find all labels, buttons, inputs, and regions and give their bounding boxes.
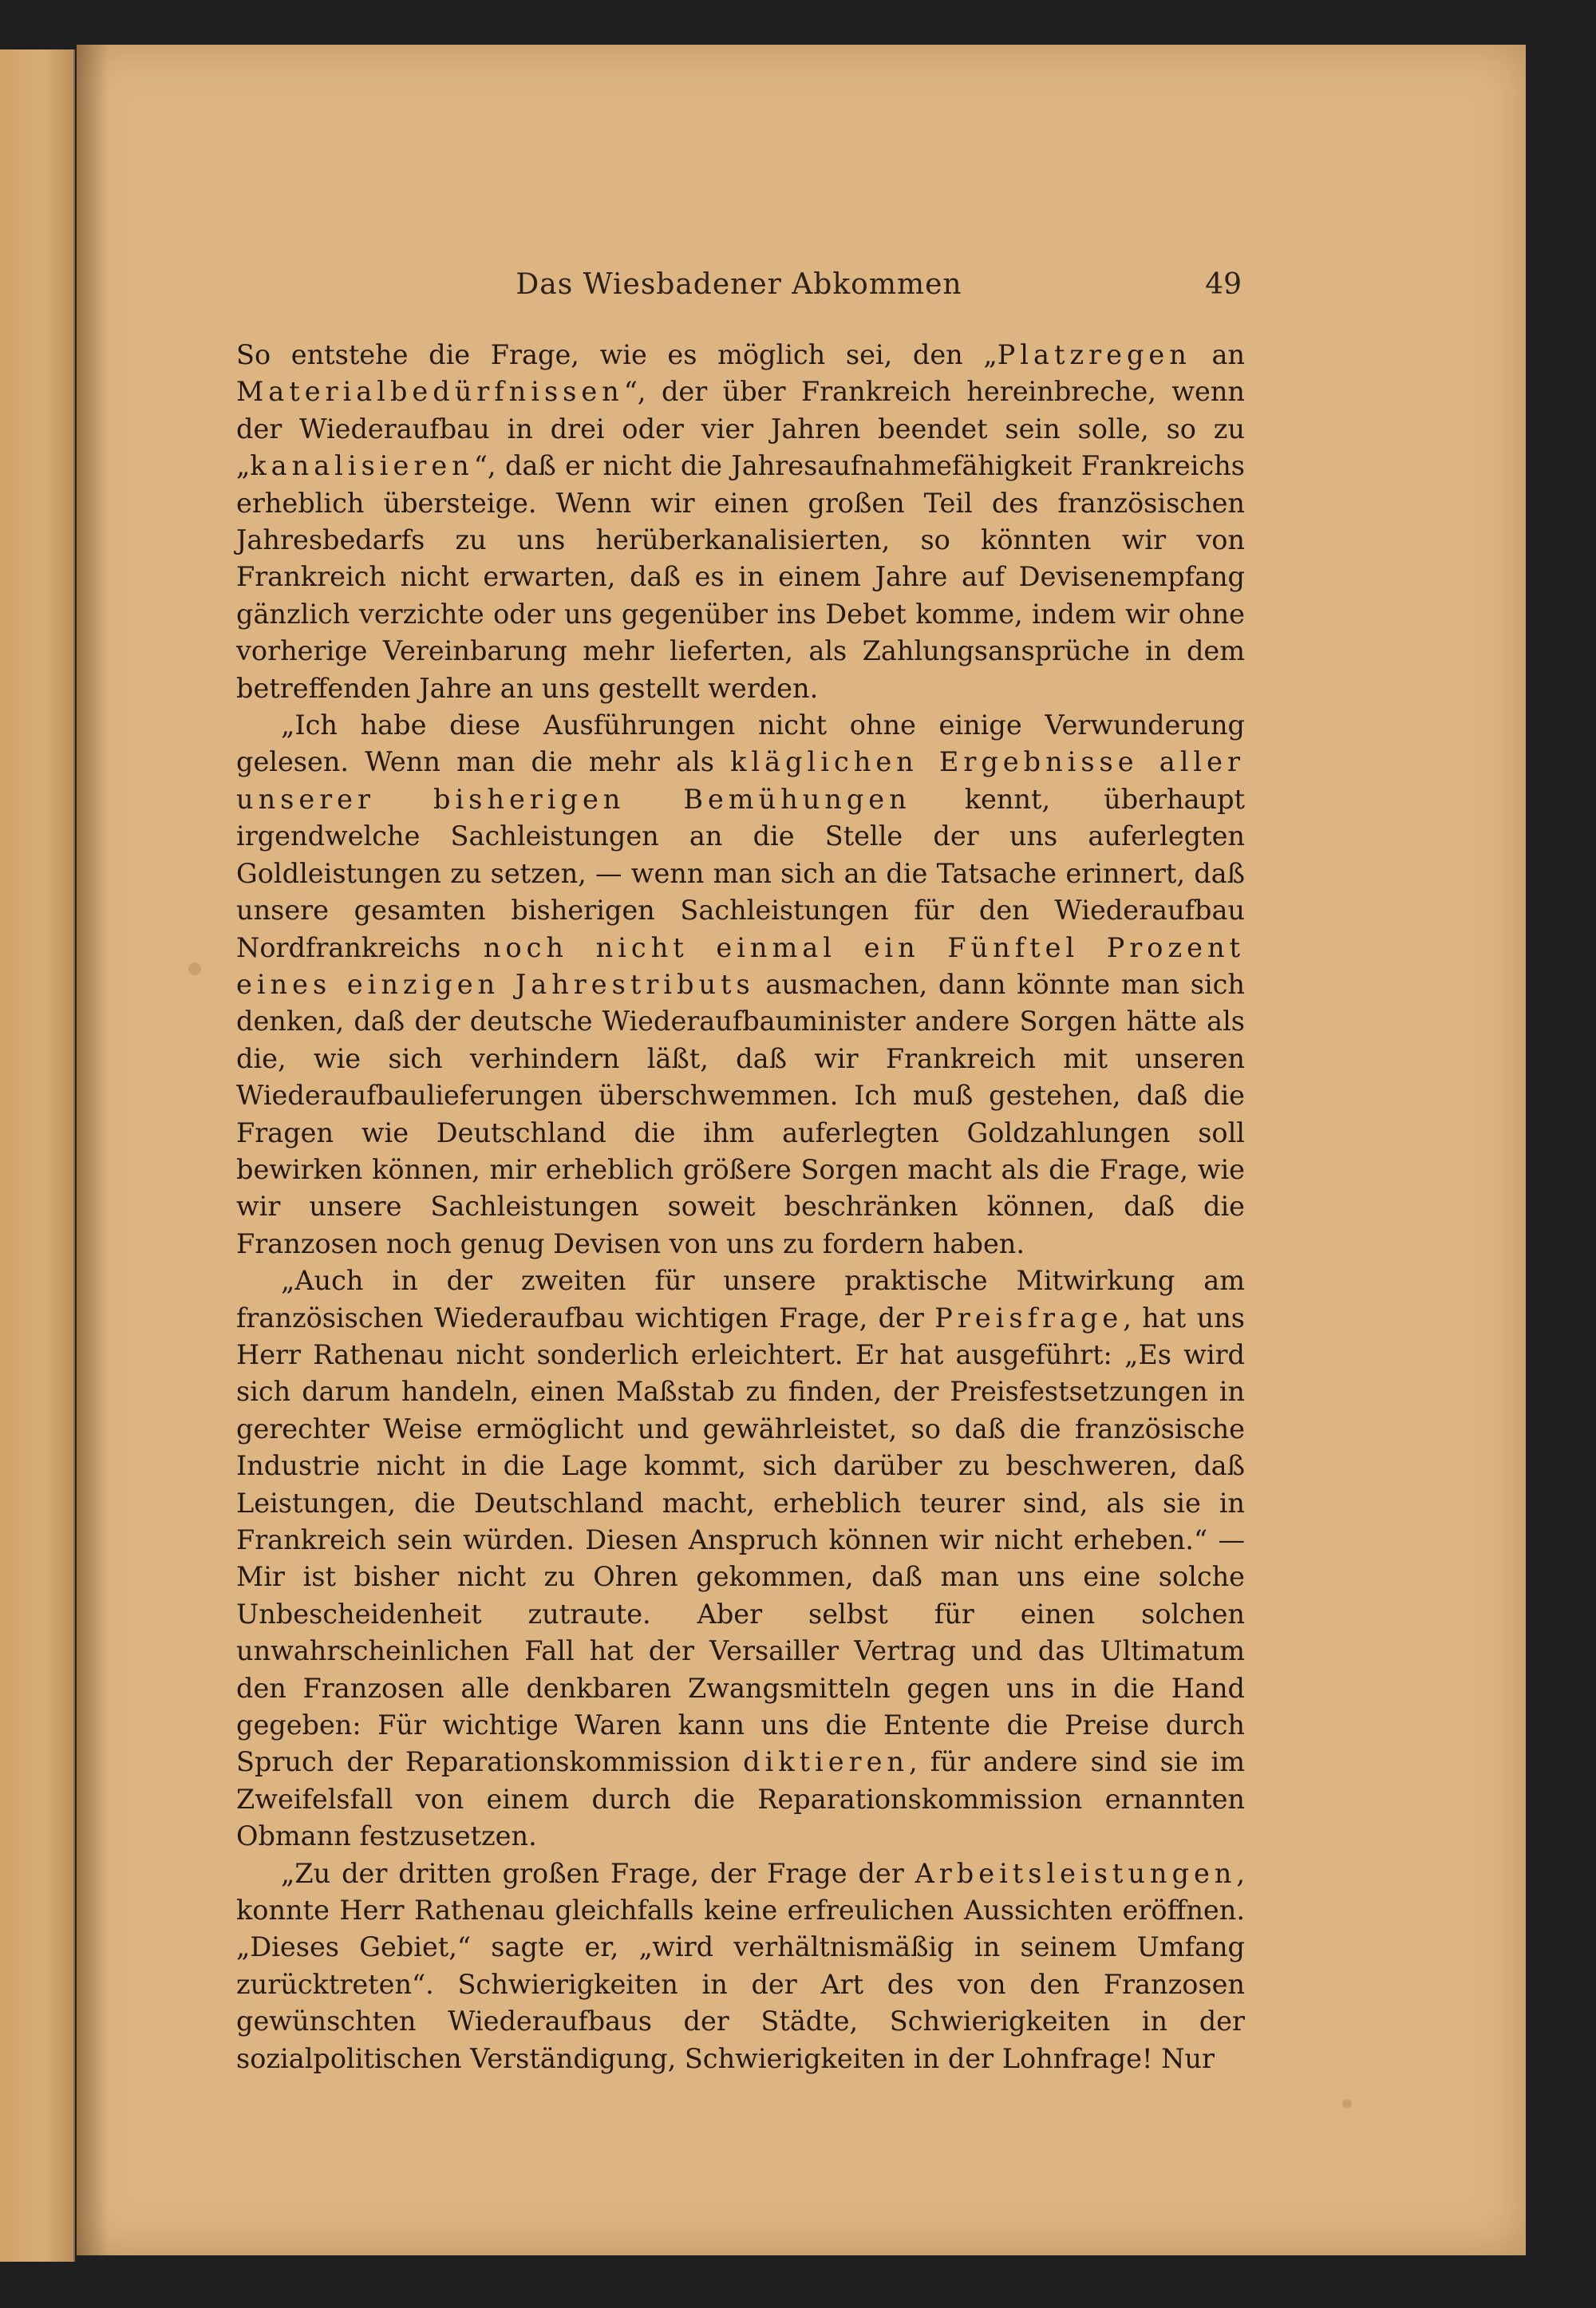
text-segment: „Ich habe diese Ausführungen nicht ohne einige Verwunderung gelesen. Wenn man die mehr als <box>236 709 1245 778</box>
paragraph <box>236 1263 1245 1855</box>
text-segment: , konnte Herr Rathenau gleichfalls keine erfreulichen Aussichten eröffnen. „Dieses Gebiet,“ sagte er, „wird verhältnismäßig in seinem Umfang zurücktreten“. Schwierigkeiten in der Art des von den Franzosen gewünschten Wiederaufbaus der Städte, Schwierigkeiten in der sozialpolitischen Verständigung, Schwierigkeiten in der Lohnfrage! Nur <box>236 1857 1245 2074</box>
paragraph <box>236 337 1245 707</box>
text-segment: an <box>1191 339 1245 370</box>
paper-stain <box>188 962 201 975</box>
text-segment: “, daß er nicht die Jahresaufnahmefähigkeit Frankreichs erheblich übersteige. Wenn wir einen großen Teil des französischen Jahresbedarfs zu uns herüberkanalisierten, so könnten wir von Frankreich nicht erwarten, daß es in einem Jahre auf Devisenempfang gänzlich verzichte oder uns gegenüber ins Debet komme, indem wir ohne vorherige Vereinbarung mehr lieferten, als Zahlungsansprüche in dem betreffenden Jahre an uns gestellt werden. <box>236 450 1245 704</box>
text-segment: “, der über Frankreich hereinbreche, wenn der Wiederaufbau in drei oder vier Jahren beendet sein solle, so zu „ <box>236 376 1245 482</box>
paper-stain <box>1342 2099 1352 2108</box>
emphasized-text: kanalisieren <box>250 450 474 482</box>
paragraph <box>236 707 1245 1263</box>
text-segment: , hat uns Herr Rathenau nicht sonderlich erleichtert. Er hat ausgeführt: „Es wird sich darum handeln, einen Maßstab zu finden, der Preisfestsetzungen in gerechter Weise ermöglicht und gewährleistet, so daß die französische Industrie nicht in die Lage kommt, sich darüber zu beschweren, daß Leistungen, die Deutschland macht, erheblich teurer sind, als sie in Frankreich sein würden. Diesen Anspruch können wir nicht erheben.“ — Mir ist bisher nicht zu Ohren gekommen, daß man uns eine solche Unbescheidenheit zutraute. Aber selbst für einen solchen unwahrscheinlichen Fall hat der Versailler Vertrag und das Ultimatum den Franzosen alle denkbaren Zwangsmitteln gegen uns in die Hand gegeben: Für wichtige Waren kann uns die Entente die Preise durch Spruch der Reparationskommission <box>236 1302 1245 1778</box>
page-number: 49 <box>1205 268 1242 301</box>
text-segment: „Zu der dritten großen Frage, der Frage der <box>281 1857 915 1889</box>
emphasized-text: noch nicht einmal ein Fünftel Prozent eines einzigen Jahrestributs <box>236 931 1245 1000</box>
text-segment: , für andere sind sie im Zweifelsfall von einem durch die Reparationskommission ernannten Obmann festzusetzen. <box>236 1746 1245 1852</box>
emphasized-text: Arbeitsleistungen <box>915 1857 1237 1889</box>
paragraph <box>236 1855 1245 2077</box>
running-head <box>236 263 1242 308</box>
running-title: Das Wiesbadener Abkommen <box>516 268 962 301</box>
page-gutter-shadow <box>77 45 109 2255</box>
emphasized-text: Preisfrage <box>934 1302 1124 1334</box>
emphasized-text: Materialbedürfnissen <box>236 376 624 408</box>
text-segment: ausmachen, dann könnte man sich denken, daß der deutsche Wiederaufbauminister andere Sorgen hätte als die, wie sich verhindern läßt, daß wir Frankreich mit unseren Wiederaufbaulieferungen überschwemmen. Ich muß gestehen, daß die Fragen wie Deutschland die ihm auferlegten Goldzahlungen soll bewirken können, mir erheblich größere Sorgen macht als die Frage, wie wir unsere Sachleistungen soweit beschränken können, daß die Franzosen noch genug Devisen von uns zu fordern haben. <box>236 968 1246 1259</box>
emphasized-text: diktieren <box>743 1746 909 1778</box>
text-segment: „Auch in der zweiten für unsere praktische Mitwirkung am französischen Wiederaufbau wichtigen Frage, der <box>236 1265 1245 1334</box>
previous-page-edge <box>0 49 75 2262</box>
text-segment: kennt, überhaupt irgendwelche Sachleistungen an die Stelle der uns auferlegten Goldleistungen zu setzen, — wenn man sich an die Tatsache erinnert, daß unsere gesamten bisherigen Sachleistungen für den Wiederaufbau Nordfrankreichs <box>236 783 1246 963</box>
body-text <box>236 337 1245 2077</box>
text-segment: So entstehe die Frage, wie es möglich sei, den „ <box>236 339 998 370</box>
emphasized-text: kläglichen Ergebnisse aller unserer bisherigen Bemühungen <box>236 746 1245 815</box>
emphasized-text: Platzregen <box>997 339 1191 370</box>
